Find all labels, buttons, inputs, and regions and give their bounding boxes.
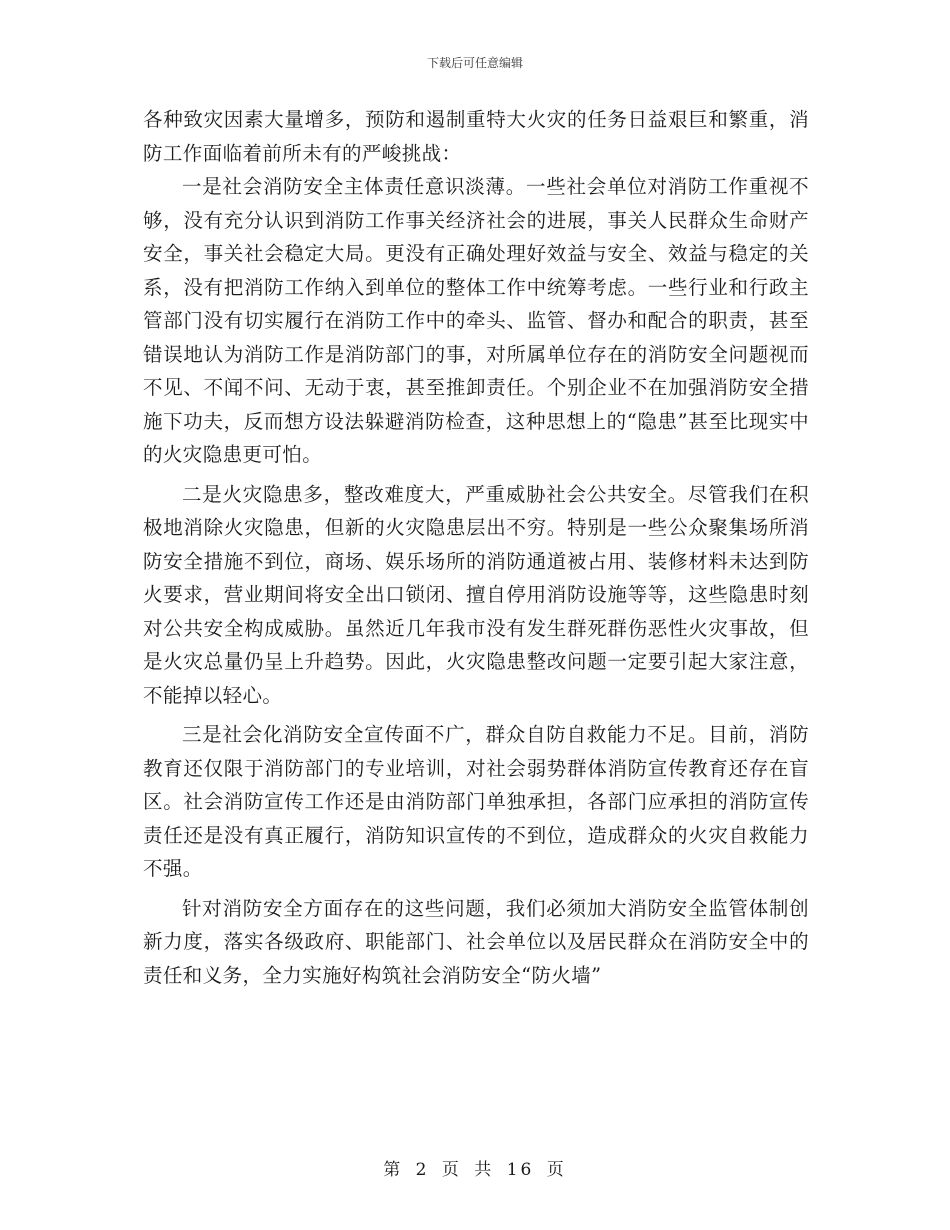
paragraph-point-one: 一是社会消防安全主体责任意识淡薄。一些社会单位对消防工作重视不够，没有充分认识到消防工作事关经济社会的进展，事关人民群众生命财产安全，事关社会稳定大局。更没有正确处理好效益与安全、效益与稳定的关系，没有把消防工作纳入到单位的整体工作中统筹考虑。一些行业和行政主管部门没有切实履行在消防工作中的牵头、监管、督办和配合的职责，甚至错误地认为消防工作是消防部门的事，对所属单位存在的消防安全问题视而不见、不闻不问、无动于衷，甚至推卸责任。个别企业不在加强消防安全措施下功夫，反而想方设法躲避消防检查，这种思想上的“隐患”甚至比现实中的火灾隐患更可怕。 [143,175,809,466]
paragraph-continuation: 各种致灾因素大量增多，预防和遏制重特大火灾的任务日益艰巨和繁重，消防工作面临着前所未有的严峻挑战： [143,108,809,165]
paragraph-measures: 针对消防安全方面存在的这些问题，我们必须加大消防安全监管体制创新力度，落实各级政府、职能部门、社会单位以及居民群众在消防安全中的责任和义务，全力实施好构筑社会消防安全“防火墙” [143,896,809,987]
document-body [143,103,809,992]
page-header: 下载后可任意编辑 [426,56,523,70]
paragraph-point-three: 三是社会化消防安全宣传面不广，群众自防自救能力不足。目前，消防教育还仅限于消防部门的专业培训，对社会弱势群体消防宣传教育还存在盲区。社会消防宣传工作还是由消防部门单独承担，各部门应承担的消防宣传责任还是没有真正履行，消防知识宣传的不到位，造成群众的火灾自救能力不强。 [143,723,809,880]
page-number-footer: 第 2 页 共 16 页 [383,1160,567,1180]
paragraph-point-two: 二是火灾隐患多，整改难度大，严重威胁社会公共安全。尽管我们在积极地消除火灾隐患，但新的火灾隐患层出不穷。特别是一些公众聚集场所消防安全措施不到位，商场、娱乐场所的消防通道被占用、装修材料未达到防火要求，营业期间将安全出口锁闭、擅自停用消防设施等等，这些隐患时刻对公共安全构成威胁。虽然近几年我市没有发生群死群伤恶性火灾事故，但是火灾总量仍呈上升趋势。因此，火灾隐患整改问题一定要引起大家注意，不能掉以轻心。 [143,482,809,707]
